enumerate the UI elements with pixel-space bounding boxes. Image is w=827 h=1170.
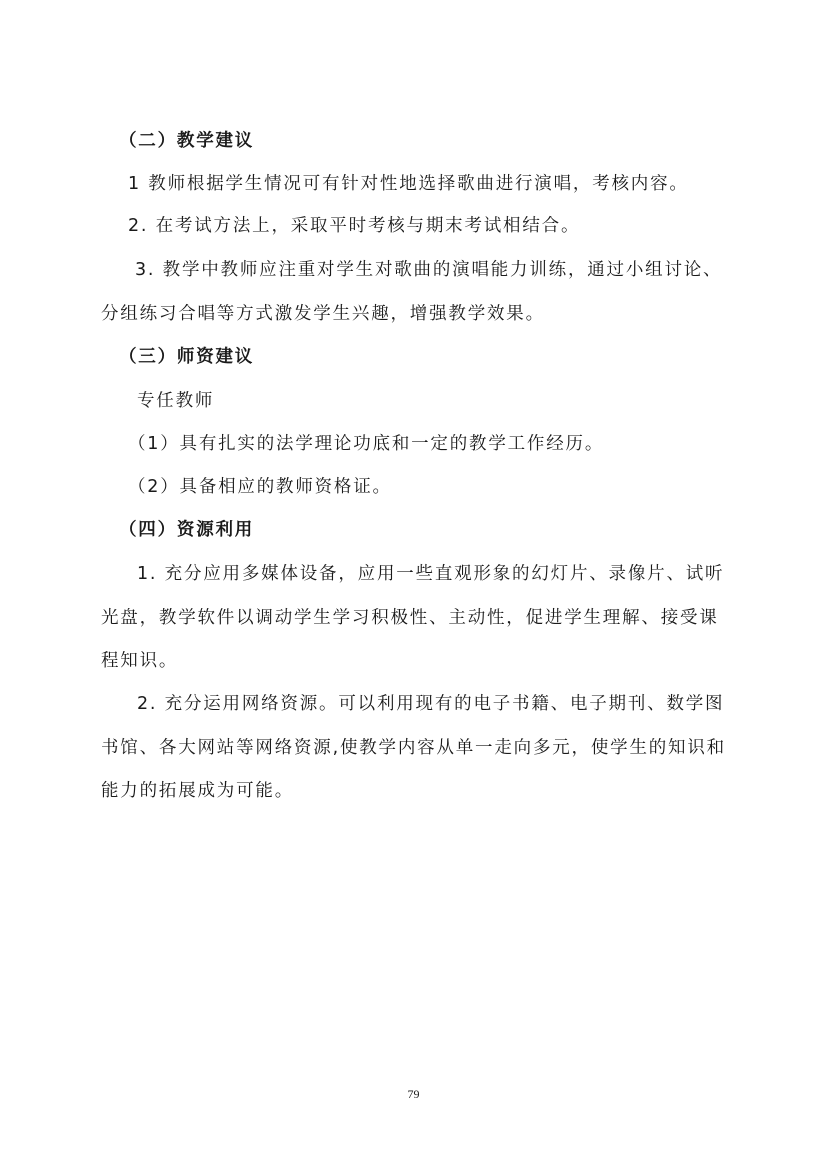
paragraph-line: 2. 充分运用网络资源。可以利用现有的电子书籍、电子期刊、数学图 <box>137 694 725 714</box>
paragraph-line: 1 教师根据学生情况可有针对性地选择歌曲进行演唱，考核内容。 <box>128 174 689 194</box>
paragraph-line: 3. 教学中教师应注重对学生对歌曲的演唱能力训练，通过小组讨论、 <box>135 260 723 280</box>
paragraph-line: 光盘，教学软件以调动学生学习积极性、主动性，促进学生理解、接受课 <box>101 608 719 628</box>
paragraph-line: （1）具有扎实的法学理论功底和一定的教学工作经历。 <box>128 434 605 454</box>
paragraph-line: 能力的拓展成为可能。 <box>101 781 294 801</box>
section-heading-resource-utilization: （四）资源利用 <box>119 520 255 540</box>
paragraph-line: 2. 在考试方法上，采取平时考核与期末考试相结合。 <box>128 216 581 236</box>
page-number: 79 <box>407 1087 420 1101</box>
paragraph-line: 1. 充分应用多媒体设备，应用一些直观形象的幻灯片、录像片、试听 <box>137 564 725 584</box>
paragraph-line: 专任教师 <box>137 391 215 411</box>
paragraph-line: 分组练习合唱等方式激发学生兴趣，增强教学效果。 <box>101 304 545 324</box>
section-heading-teaching-suggestions: （二）教学建议 <box>119 131 255 151</box>
paragraph-line: 程知识。 <box>101 651 179 671</box>
paragraph-line: 书馆、各大网站等网络资源,使教学内容从单一走向多元，使学生的知识和 <box>101 738 726 758</box>
section-heading-faculty-suggestions: （三）师资建议 <box>119 347 255 367</box>
paragraph-line: （2）具备相应的教师资格证。 <box>128 477 392 497</box>
